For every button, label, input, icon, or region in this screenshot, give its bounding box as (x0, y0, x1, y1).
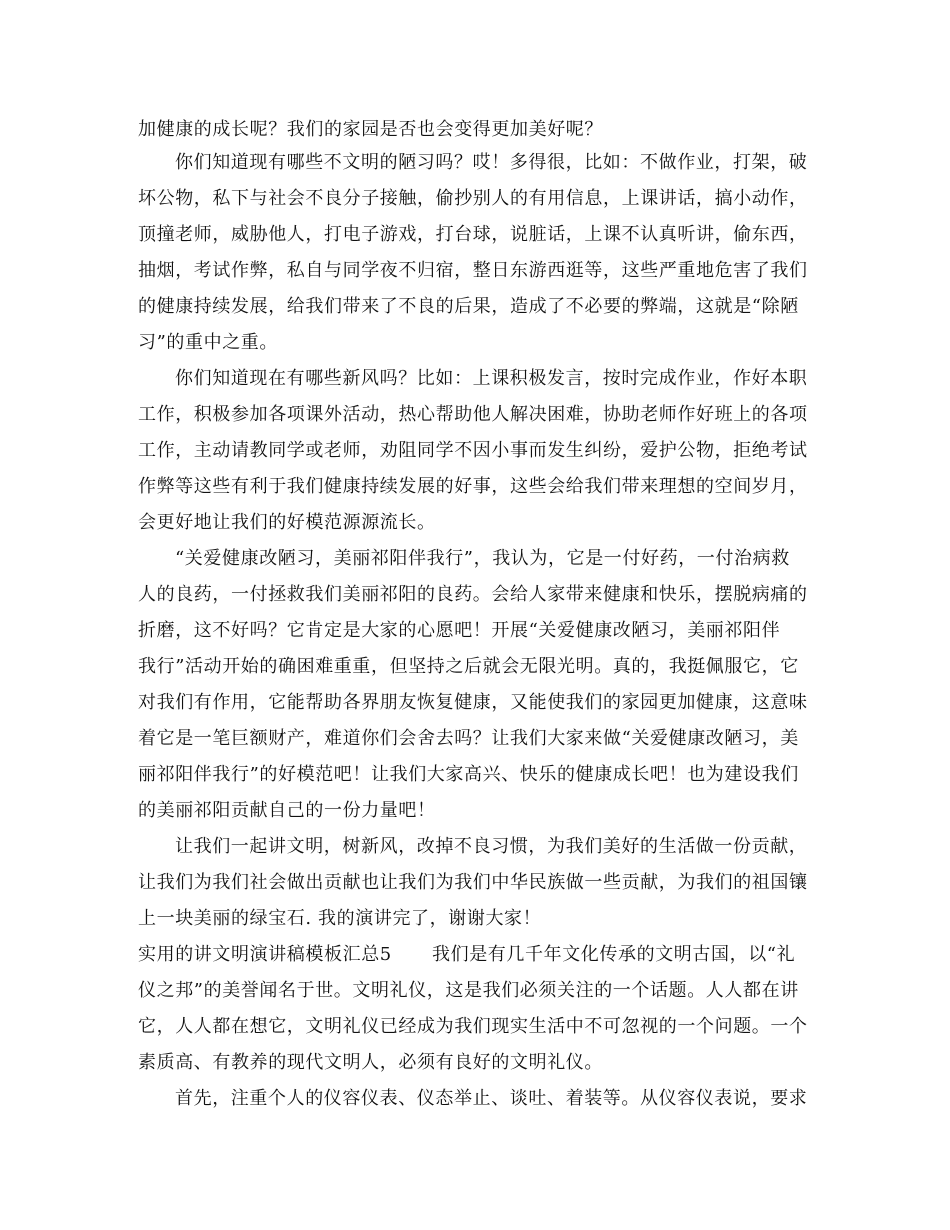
text-line: 让我们为我们社会做出贡献也让我们为我们中华民族做一些贡献，为我们的祖国镶 (138, 872, 808, 893)
text-line: 会更好地让我们的好模范源源流长。 (138, 512, 436, 533)
paragraph-first-line: 你们知道现在有哪些新风吗？比如：上课积极发言，按时完成作业，作好本职 (175, 368, 808, 389)
text-line: 的健康持续发展，给我们带来了不良的后果，造成了不必要的弊端，这就是“除陋 (138, 296, 799, 317)
text-line: 工作，积极参加各项课外活动，热心帮助他人解决困难，协助老师作好班上的各项 (138, 404, 808, 425)
text-line: 抽烟，考试作弊，私自与同学夜不归宿，整日东游西逛等，这些严重地危害了我们 (138, 260, 808, 281)
text-line: 它，人人都在想它，文明礼仪已经成为我们现实生活中不可忽视的一个问题。一个 (138, 1016, 808, 1037)
text-line: 对我们有作用，它能帮助各界朋友恢复健康，又能使我们的家园更加健康，这意味 (138, 692, 808, 713)
text-line: 作弊等这些有利于我们健康持续发展的好事，这些会给我们带来理想的空间岁月， (138, 476, 808, 497)
text-line: 加健康的成长呢？我们的家园是否也会变得更加美好呢？ (138, 119, 603, 140)
paragraph-first-line: 你们知道现有哪些不文明的陋习吗？哎！多得很，比如：不做作业，打架，破 (175, 152, 808, 173)
text-line: 的美丽祁阳贡献自己的一份力量吧！ (138, 800, 436, 821)
text-line: 素质高、有教养的现代文明人，必须有良好的文明礼仪。 (138, 1052, 603, 1073)
text-line: 坏公物，私下与社会不良分子接触，偷抄别人的有用信息，上课讲话，搞小动作， (138, 188, 808, 209)
section-body-start: 我们是有几千年文化传承的文明古国，以“礼 (432, 944, 796, 965)
text-line: 工作，主动请教同学或老师，劝阻同学不因小事而发生纠纷，爱护公物，拒绝考试 (138, 440, 808, 461)
paragraph-first-line: 让我们一起讲文明，树新风，改掉不良习惯，为我们美好的生活做一份贡献， (175, 836, 808, 857)
section-heading-line (0, 943, 950, 983)
text-line: 上一块美丽的绿宝石. 我的演讲完了，谢谢大家！ (138, 908, 542, 929)
text-line: 丽祁阳伴我行”的好模范吧！让我们大家高兴、快乐的健康成长吧！也为建设我们 (138, 764, 799, 785)
text-line: 习”的重中之重。 (138, 332, 279, 353)
text-line: 顶撞老师，威胁他人，打电子游戏，打台球，说脏话，上课不认真听讲，偷东西， (138, 224, 808, 245)
section-heading: 实用的讲文明演讲稿模板汇总5 (138, 944, 392, 965)
text-line: 我行”活动开始的确困难重重，但坚持之后就会无限光明。真的，我挺佩服它，它 (138, 656, 799, 677)
paragraph-first-line: “关爱健康改陋习，美丽祁阳伴我行”，我认为，它是一付好药，一付治病救 (175, 548, 790, 569)
text-line: 着它是一笔巨额财产，难道你们会舍去吗？让我们大家来做“关爱健康改陋习，美 (138, 728, 799, 749)
text-line: 折磨，这不好吗？它肯定是大家的心愿吧！开展“关爱健康改陋习，美丽祁阳伴 (138, 620, 781, 641)
paragraph-first-line: 首先，注重个人的仪容仪表、仪态举止、谈吐、着装等。从仪容仪表说，要求 (175, 1088, 808, 1109)
text-line: 仪之邦”的美誉闻名于世。文明礼仪，这是我们必须关注的一个话题。人人都在讲 (138, 980, 799, 1001)
text-line: 人的良药，一付拯救我们美丽祁阳的良药。会给人家带来健康和快乐，摆脱病痛的 (138, 584, 808, 605)
